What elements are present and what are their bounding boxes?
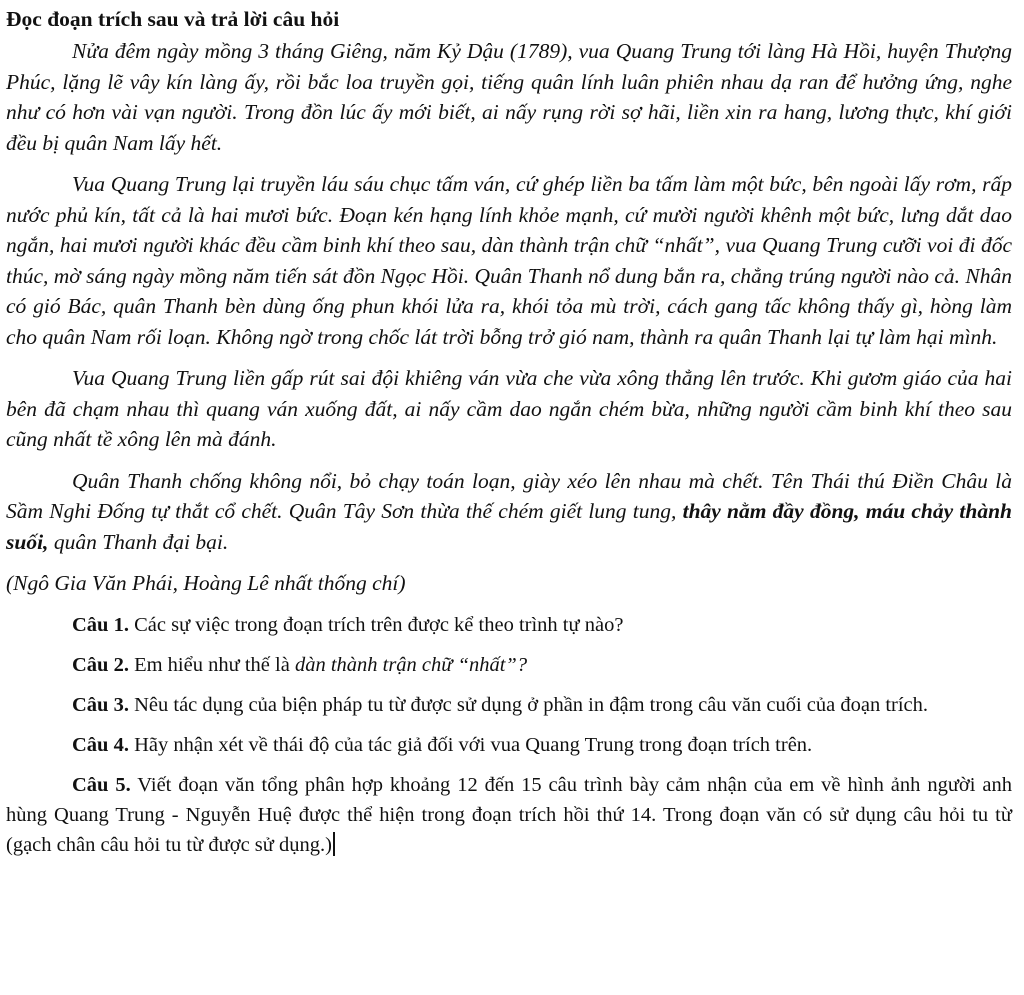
question-2-label: Câu 2. [72,654,129,676]
question-3 [6,690,1012,720]
question-2 [6,650,1012,680]
question-3-label: Câu 3. [72,694,129,716]
question-5[interactable] [6,770,1012,860]
question-4-text: Hãy nhận xét về thái độ của tác giả đối với vua Quang Trung trong đoạn trích trên. [128,734,813,756]
exercise-title: Đọc đoạn trích sau và trả lời câu hỏi [6,7,340,31]
question-2-italic-text: dàn thành trận chữ “nhất”? [294,654,528,676]
passage-paragraph-4 [6,466,1012,558]
question-1-label: Câu 1. [72,614,129,636]
question-3-text: Nêu tác dụng của biện pháp tu từ được sử dụng ở phần in đậm trong câu văn cuối của đoạn trích. [128,694,929,716]
question-1 [6,610,1012,640]
question-4-label: Câu 4. [72,734,129,756]
passage-paragraph-1: Nửa đêm ngày mồng 3 tháng Giêng, năm Kỷ Dậu (1789), vua Quang Trung tới làng Hà Hồi, huyện Thượng Phúc, lặng lẽ vây kín làng ấy, rồi bắc loa truyền gọi, tiếng quân lính luân phiên nhau dạ ran để hưởng ứng, nghe như có hơn vài vạn người. Trong đồn lúc ấy mới biết, ai nấy rụng rời sợ hãi, liền xin ra hang, lương thực, khí giới đều bị quân Nam lấy hết. [6,39,1012,155]
passage-paragraph-4-text: Quân Thanh chống không nổi, bỏ chạy toán loạn, giày xéo lên nhau mà chết. Tên Thái thú Điền Châu là Sầm Nghi Đống tự thắt cổ chết. Quân Tây Sơn thừa thế chém giết lung tung, [6,468,1012,523]
text-cursor [333,832,335,856]
document-page [6,4,1012,870]
passage-paragraph-4-ending: quân Thanh đại bại. [48,529,229,554]
passage-paragraph-3: Vua Quang Trung liền gấp rút sai đội khiêng ván vừa che vừa xông thẳng lên trước. Khi gươm giáo của hai bên đã chạm nhau thì quang ván xuống đất, ai nấy cầm dao ngắn chém bừa, những người cầm binh khí theo sau cũng nhất tề xông lên mà đánh. [6,366,1012,451]
question-4 [6,730,1012,760]
question-5-text: Viết đoạn văn tổng phân hợp khoảng 12 đến 15 câu trình bày cảm nhận của em về hình ảnh người anh hùng Quang Trung - Nguyễn Huệ được thể hiện trong đoạn trích hồi thứ 14. Trong đoạn văn có sử dụng câu hỏi tu từ (gạch chân câu hỏi tu từ được sử dụng.) [6,774,1012,856]
question-1-text: Các sự việc trong đoạn trích trên được kể theo trình tự nào? [128,614,624,636]
passage-paragraph-2: Vua Quang Trung lại truyền láu sáu chục tấm ván, cứ ghép liền ba tấm làm một bức, bên ngoài lấy rơm, rấp nước phủ kín, tất cả là hai mươi bức. Đoạn kén hạng lính khỏe mạnh, cứ mười người khênh một bức, lưng dắt dao ngắn, hai mươi người khác đều cầm binh khí theo sau, dàn thành trận chữ “nhất”, vua Quang Trung cưỡi voi đi đốc thúc, mờ sáng ngày mồng năm tiến sát đồn Ngọc Hồi. Quân Thanh nổ dung bắn ra, chẳng trúng người nào cả. Nhân có gió Bác, quân Thanh bèn dùng ống phun khói lửa ra, khói tỏa mù trời, cách gang tấc không thấy gì, hòng làm cho quân Nam rối loạn. Không ngờ trong chốc lát trời bỗng trở gió nam, thành ra quân Thanh lại tự làm hại mình. [6,172,1012,349]
question-5-label: Câu 5. [72,774,131,796]
question-2-text: Em hiểu như thế là [128,654,295,676]
source-citation: (Ngô Gia Văn Phái, Hoàng Lê nhất thống chí) [6,571,406,595]
bold-phrase: thây nằm đầy đồng, máu chảy thành suối, [6,499,1012,554]
